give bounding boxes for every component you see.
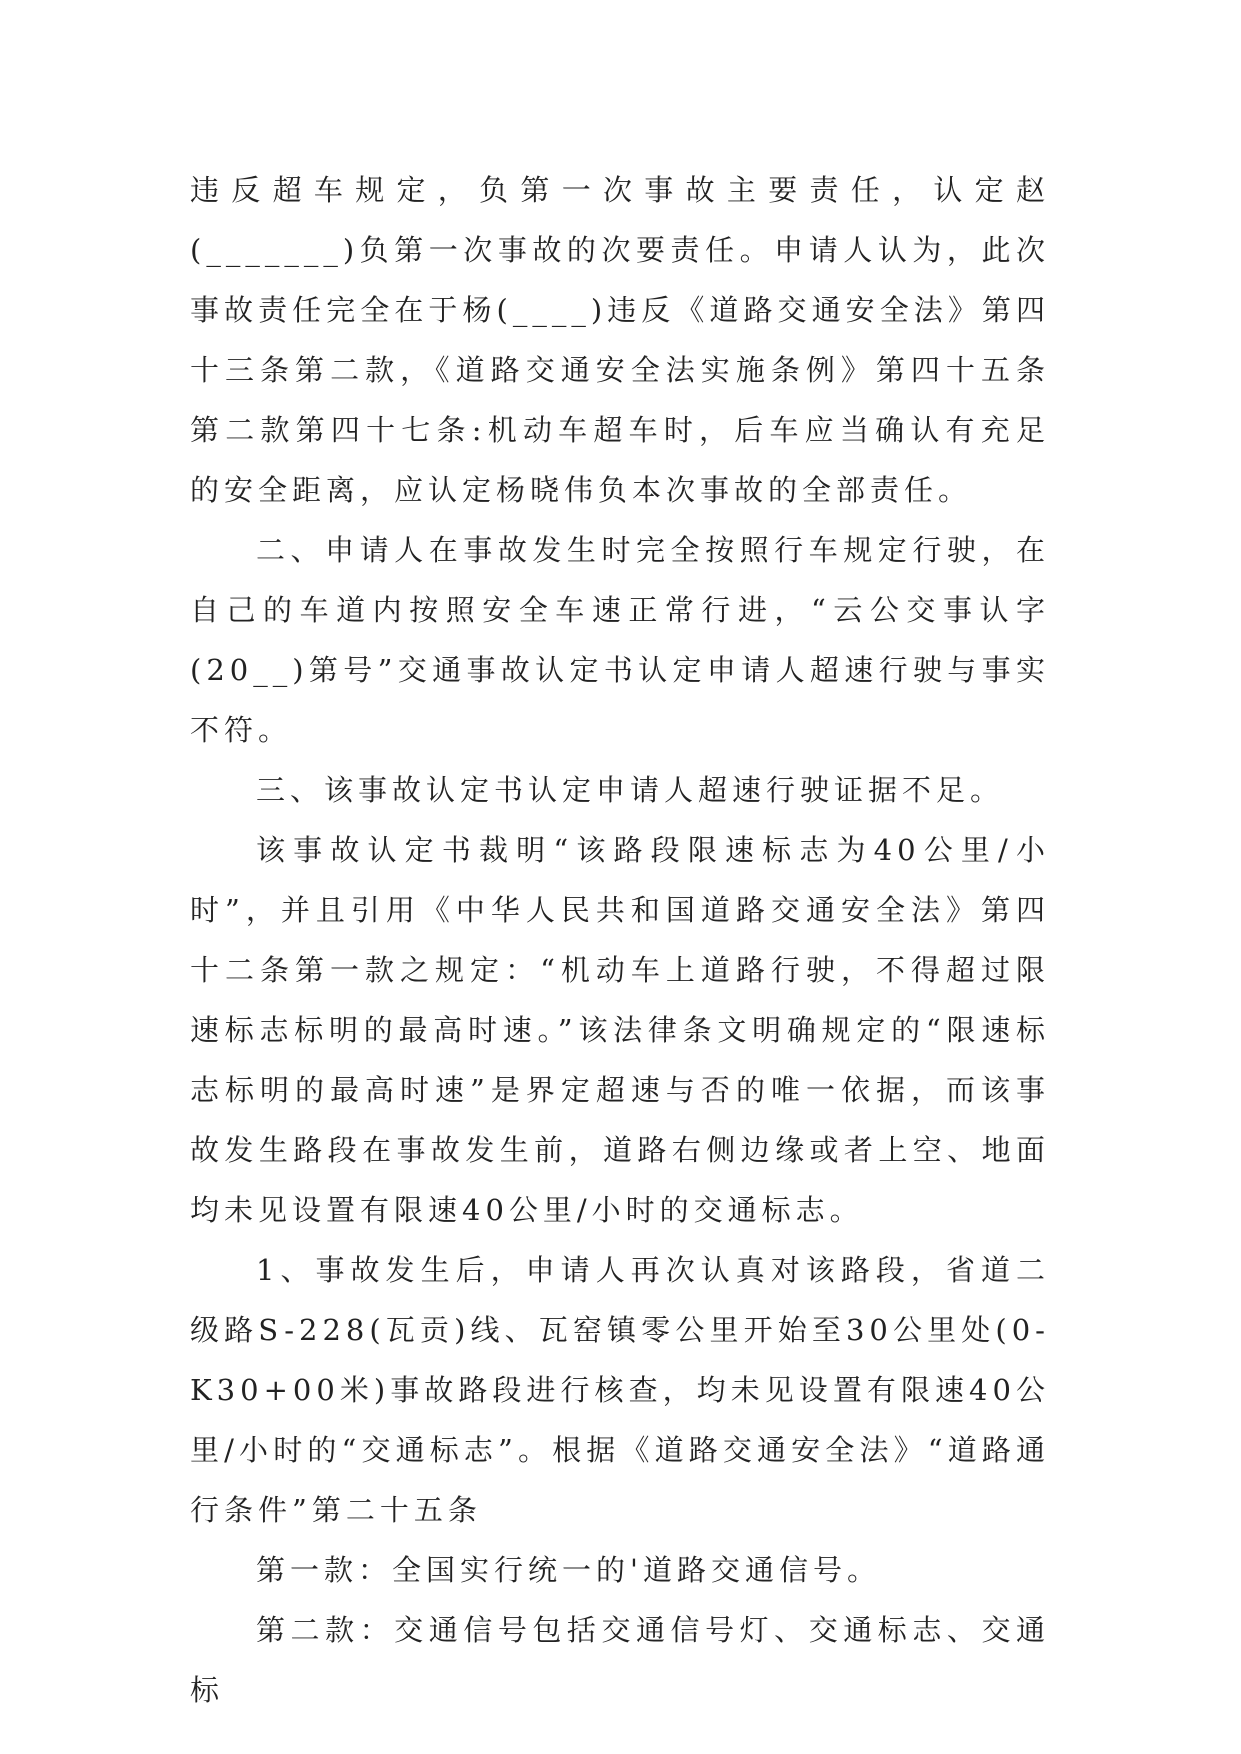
- paragraph-continuation: 违反超车规定，负第一次事故主要责任，认定赵(_______)负第一次事故的次要责任。申请人认为，此次事故责任完全在于杨(____)违反《道路交通安全法》第四十三条第二款，《道路交通安全法实施条例》第四十五条第二款第四十七条:机动车超车时，后车应当确认有充足的安全距离，应认定杨晓伟负本次事故的全部责任。: [190, 173, 1050, 507]
- paragraph-speed-limit: 该事故认定书裁明“该路段限速标志为40公里/小时”，并且引用《中华人民共和国道路交通安全法》第四十二条第一款之规定：“机动车上道路行驶，不得超过限速标志标明的最高时速。”该法律条文明确规定的“限速标志标明的最高时速”是界定超速与否的唯一依据，而该事故发生路段在事故发生前，道路右侧边缘或者上空、地面均未见设置有限速40公里/小时的交通标志。: [190, 833, 1050, 1227]
- paragraph-clause-one: 第一款：全国实行统一的'道路交通信号。: [256, 1553, 881, 1587]
- paragraph-point-three: 三、该事故认定书认定申请人超速行驶证据不足。: [256, 773, 1005, 807]
- paragraph-point-two: 二、申请人在事故发生时完全按照行车规定行驶，在自己的车道内按照安全车速正常行进，“云公交事认字(20__)第号”交通事故认定书认定申请人超速行驶与事实不符。: [190, 533, 1050, 747]
- paragraph-clause-two: 第二款：交通信号包括交通信号灯、交通标志、交通标: [190, 1613, 1050, 1707]
- body-text: [190, 160, 1050, 1720]
- paragraph-item-one: 1、事故发生后，申请人再次认真对该路段，省道二级路S-228(瓦贡)线、瓦窑镇零公里开始至30公里处(0-K30+00米)事故路段进行核查，均未见设置有限速40公里/小时的“交通标志”。根据《道路交通安全法》“道路通行条件”第二十五条: [190, 1253, 1050, 1527]
